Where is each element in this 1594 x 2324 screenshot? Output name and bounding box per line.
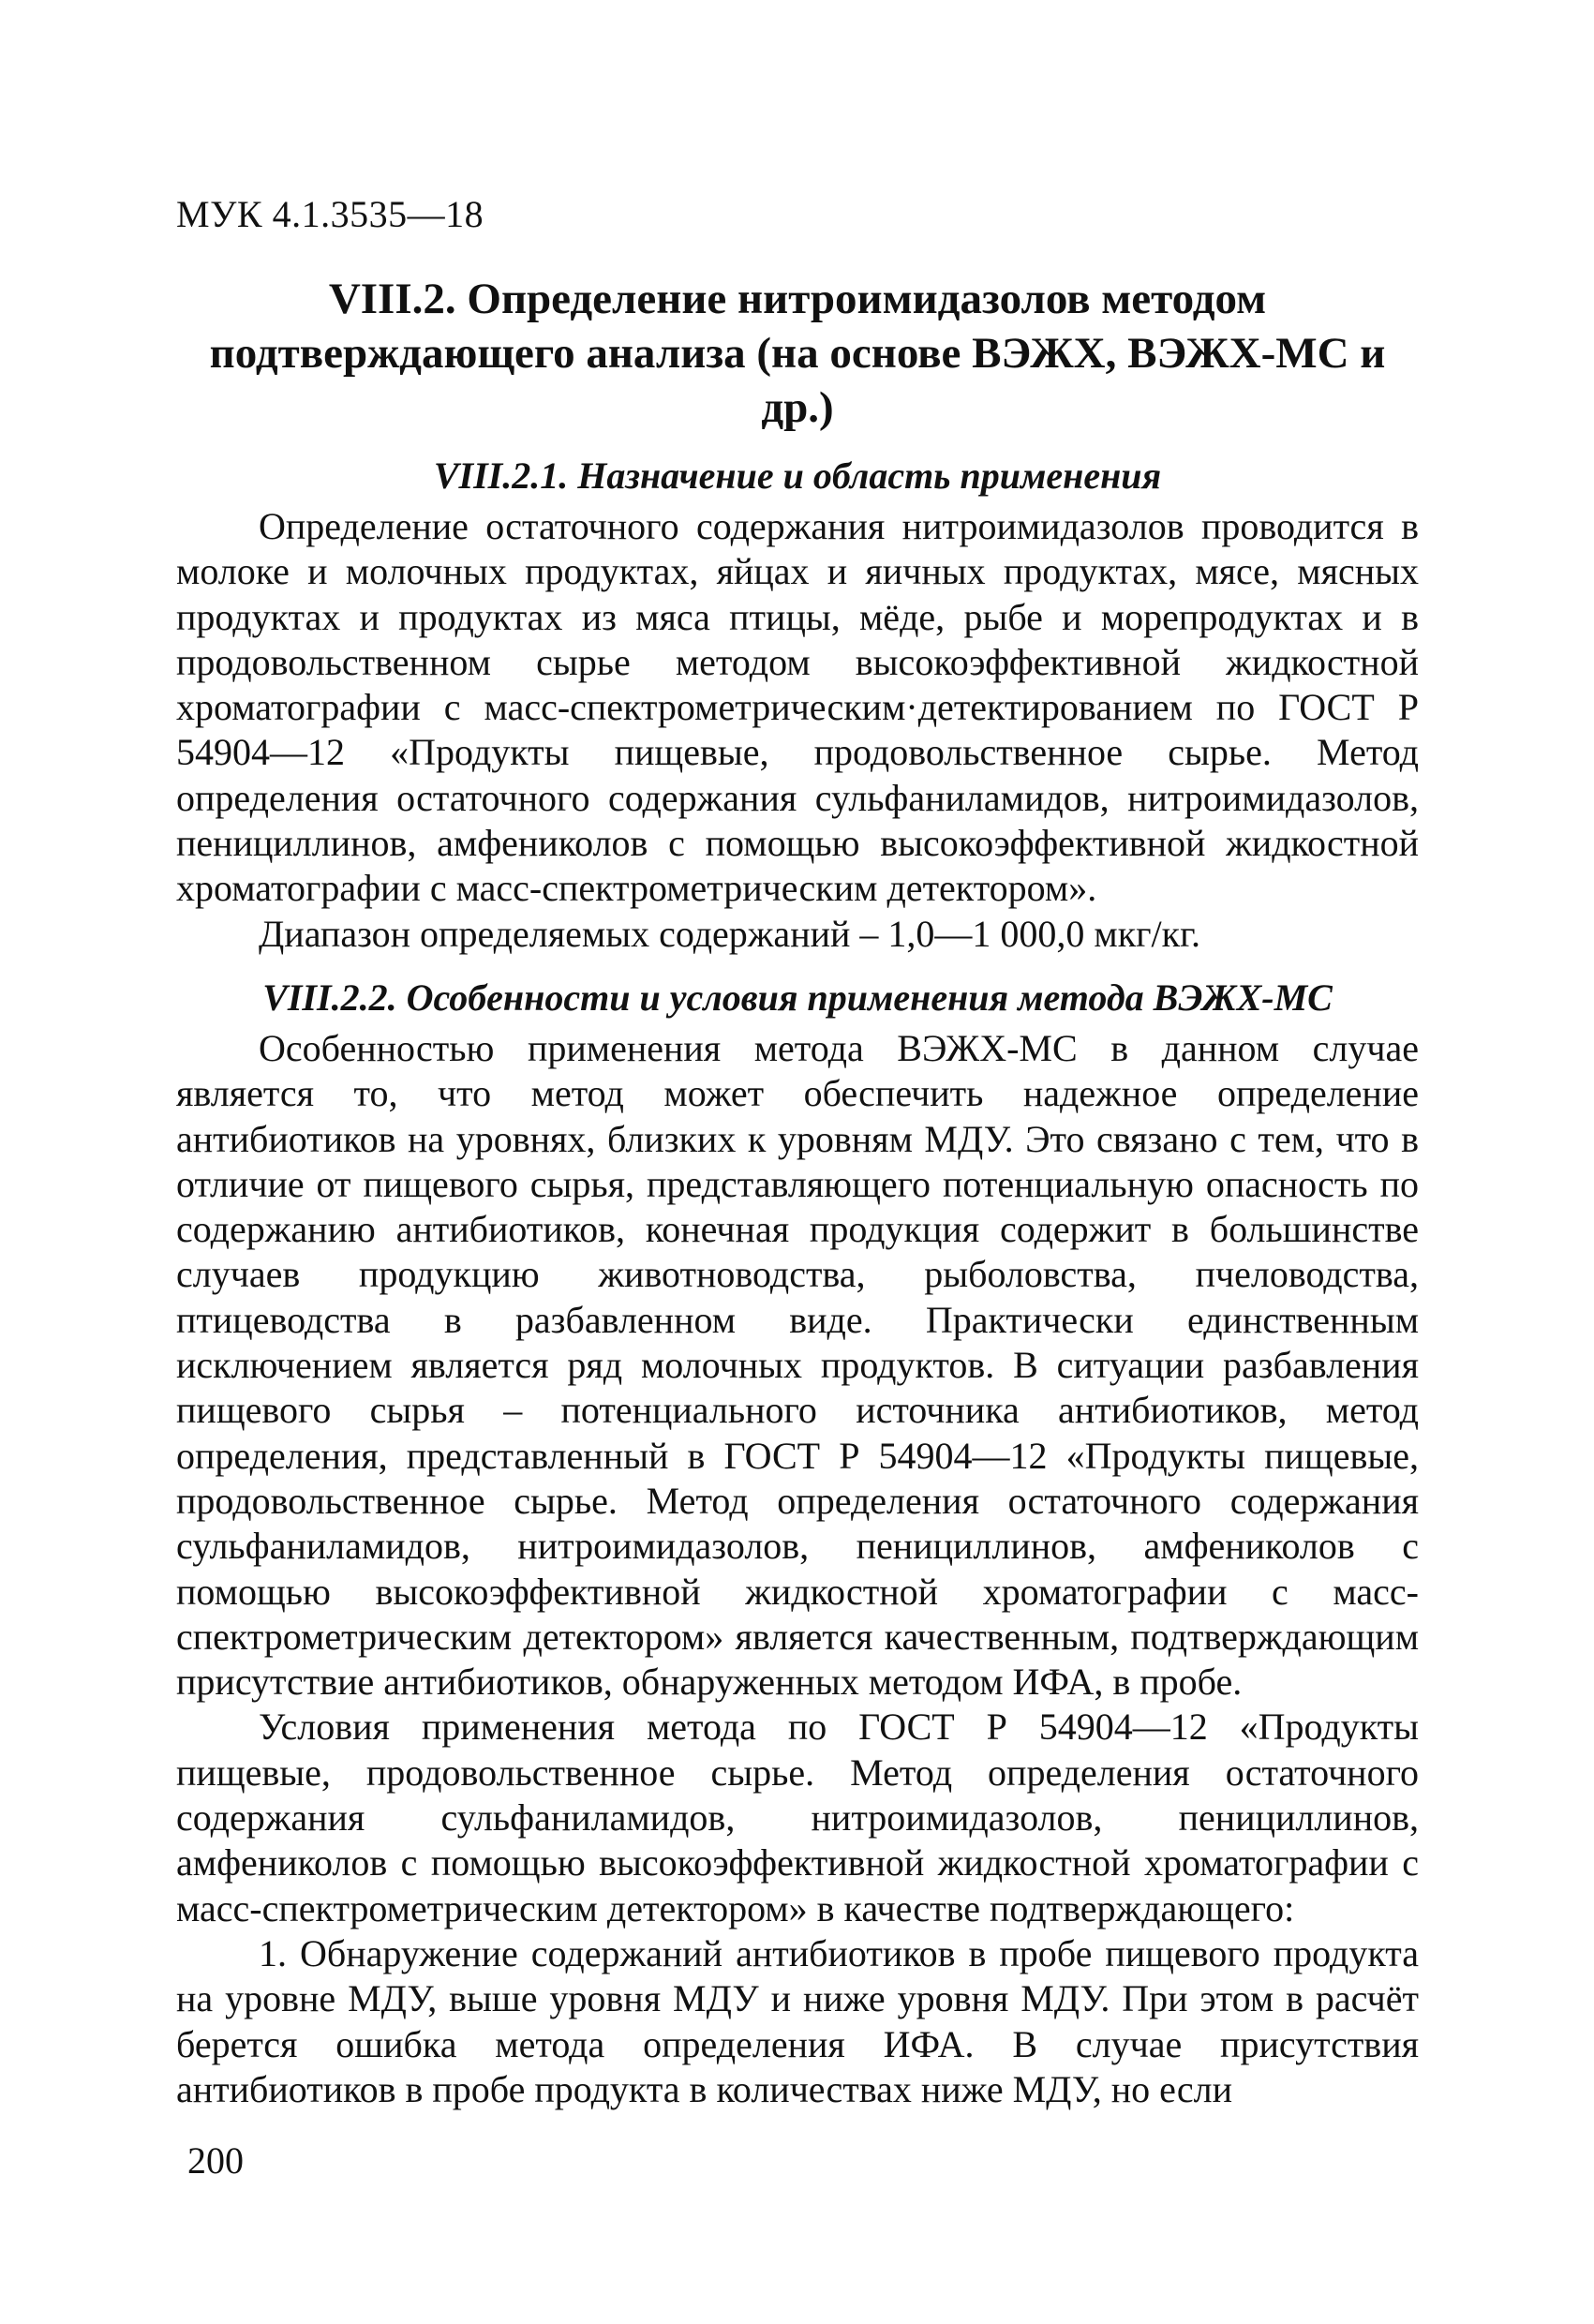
subsection-title-1: VIII.2.1. Назначение и область применения bbox=[433, 454, 1162, 497]
paragraph-range: Диапазон определяемых содержаний – 1,0—1 000,0 мкг/кг. bbox=[259, 912, 1200, 955]
section-title bbox=[176, 272, 1419, 435]
section-title-line-2: подтверждающего анализа (на основе ВЭЖХ, ВЭЖХ-МС и др.) bbox=[209, 329, 1386, 432]
document-code: МУК 4.1.3535—18 bbox=[176, 193, 484, 235]
paragraph-scope: Определение остаточного содержания нитроимидазолов проводится в молоке и молочных продуктах, яйцах и яичных продуктах, мясе, мясных продуктах и продуктах из мяса птицы, мёде, рыбе и морепродуктах и в продовольственном сырье методом высокоэффективной жидкостной хроматографии с масс-спектрометрическим·детектированием по ГОСТ Р 54904—12 «Продукты пищевые, продовольственное сырье. Метод определения остаточного содержания сульфаниламидов, нитроимидазолов, пенициллинов, амфениколов с помощью высокоэффективной жидкостной хроматографии с масс-спектрометрическим детектором». bbox=[176, 505, 1419, 910]
paragraph-item-1: 1. Обнаружение содержаний антибиотиков в пробе пищевого продукта на уровне МДУ, выше уровня МДУ и ниже уровня МДУ. При этом в расчёт берется ошибка метода определения ИФА. В случае присутствия антибиотиков в пробе продукта в количествах ниже МДУ, но если bbox=[176, 1931, 1419, 2110]
subsection-title-2: VIII.2.2. Особенности и условия применения метода ВЭЖХ-МС bbox=[262, 976, 1333, 1019]
paragraph-conditions: Условия применения метода по ГОСТ Р 54904—12 «Продукты пищевые, продовольственное сырье. Метод определения остаточного содержания сульфаниламидов, нитроимидазолов, пенициллинов, амфениколов с помощью высокоэффективной жидкостной хроматографии с масс-спектрометрическим детектором» в качестве подтверждающего: bbox=[176, 1706, 1419, 1929]
section-title-line-1: VIII.2. Определение нитроимидазолов методом bbox=[328, 275, 1267, 323]
page-content bbox=[176, 272, 1419, 2112]
paragraph-features: Особенностью применения метода ВЭЖХ-МС в данном случае является то, что метод может обеспечить надежное определение антибиотиков на уровнях, близких к уровням МДУ. Это связано с тем, что в отличие от пищевого сырья, представляющего потенциальную опасность по содержанию антибиотиков, конечная продукция содержит в большинстве случаев продукцию животноводства, рыболовства, пчеловодства, птицеводства в разбавленном виде. Практически единственным исключением является ряд молочных продуктов. В ситуации разбавления пищевого сырья – потенциального источника антибиотиков, метод определения, представленный в ГОСТ Р 54904—12 «Продукты пищевые, продовольственное сырье. Метод определения остаточного содержания сульфаниламидов, нитроимидазолов, пенициллинов, амфениколов с помощью высокоэффективной жидкостной хроматографии с масс-спектрометрическим детектором» является качественным, подтверждающим присутствие антибиотиков, обнаруженных методом ИФА, в пробе. bbox=[176, 1026, 1419, 1704]
page-number: 200 bbox=[187, 2139, 244, 2182]
